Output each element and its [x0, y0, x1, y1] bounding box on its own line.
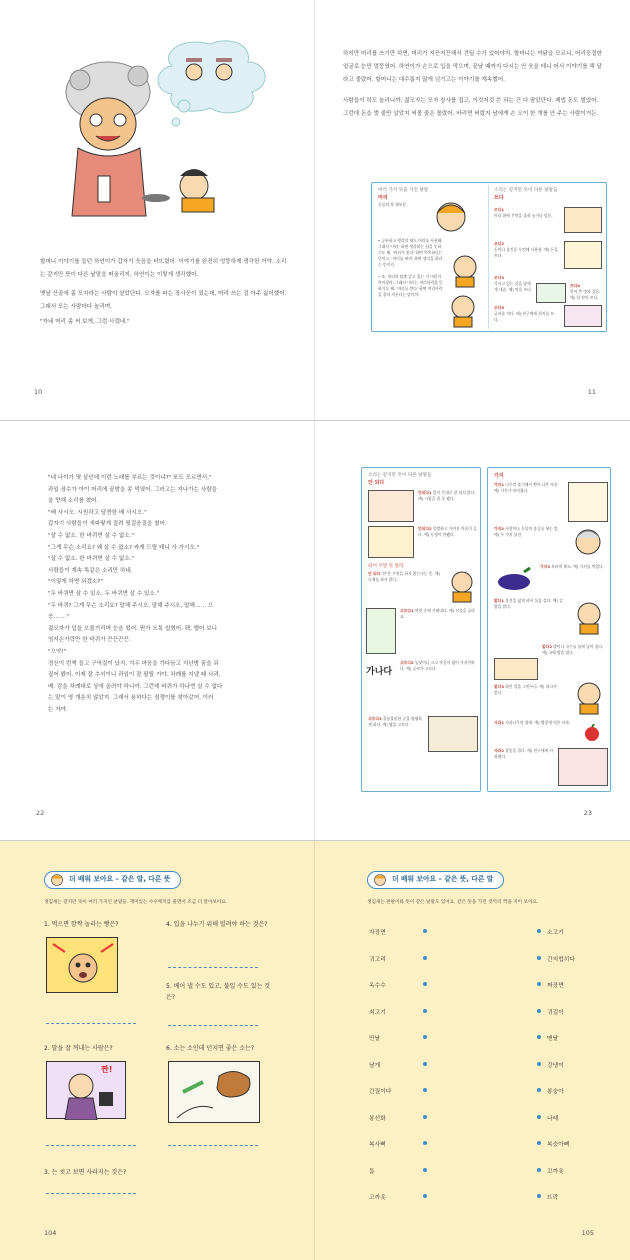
- sseuda-item: [494, 305, 558, 323]
- vocab-box-gaji-malda-sagwa: [487, 467, 611, 792]
- match-word-left: 귀고리: [369, 956, 386, 963]
- quiz-question: 5. 베어 낼 수도 있고, 불일 수도 있는 것은?: [166, 983, 271, 1001]
- match-word-right: 소고기: [547, 930, 564, 936]
- match-word-right: 맨날: [547, 1036, 559, 1042]
- item-text: 울퉁불퉁한 곳을 평평하게 하다. 예) 땅을 고르다.: [368, 716, 422, 727]
- andoeda-illustration-1: [368, 490, 414, 522]
- section-title-badge: [367, 871, 504, 889]
- match-dot-left[interactable]: [423, 982, 427, 986]
- term-title: 가지: [494, 473, 504, 479]
- match-word-left: 툼: [369, 1168, 375, 1175]
- page-11: [315, 0, 630, 420]
- paragraph: "자네 머리 좀 써 보게, 그럼 사겠네.": [40, 319, 130, 325]
- section-lead: 생김새는 같지만 뜻이 여러 가지인 낱말들. 재미있는 수수께끼를 풀면서 조금 더 알아보아요.: [44, 900, 228, 905]
- item: [400, 660, 478, 672]
- match-dot-right[interactable]: [537, 1141, 541, 1145]
- answer-line-1[interactable]: [46, 1023, 136, 1024]
- answer-line-5[interactable]: [168, 1025, 258, 1026]
- item-term: 안 되다: [368, 571, 381, 576]
- item-term: 쓰다3: [494, 275, 504, 280]
- story-line: 갑자기 사람들이 새파랗게 질려 뒷걸음질을 쳤어.: [48, 521, 167, 528]
- quiz-question: 3. 는 씻고 보면 사라지는 것은?: [44, 1169, 127, 1176]
- item-term: 가지2: [494, 526, 504, 531]
- child-head-icon: [572, 678, 606, 716]
- match-word-left: 자장면: [369, 930, 386, 936]
- hat-illustration: [564, 207, 602, 233]
- match-word-right: 나래: [547, 1115, 559, 1122]
- match-dot-right[interactable]: [537, 982, 541, 986]
- match-dot-left[interactable]: [423, 1115, 427, 1119]
- story-line: "이렇게 하면 되겠소?": [48, 579, 103, 586]
- match-dot-right[interactable]: [537, 1088, 541, 1092]
- item-term: 쓰다5: [494, 305, 504, 310]
- money-illustration: [564, 241, 602, 269]
- match-word-left: 쇠고기: [369, 1009, 386, 1016]
- writing-illustration: [564, 305, 602, 327]
- item-text: 사람이나 동물의 종류를 세는 말. 예) 두 가지 물건.: [494, 526, 559, 537]
- story-line: "두 바퀴? 그게 무슨 소리요? 말해 주시오, 말해 주시오, 말해…… 으: [48, 602, 214, 609]
- item-text: 돈이나 물건을 무엇에 사용함. 예) 돈을 쓰다.: [494, 247, 558, 258]
- match-dot-left[interactable]: [423, 956, 427, 960]
- grandma-dream-illustration: [60, 36, 290, 236]
- term-definition: 동물의 목 윗부분: [378, 202, 407, 207]
- section-title: 더 배워 보아요 – 같은 뜻, 다른 말: [392, 875, 494, 883]
- paragraph: 옛날 산골에 좀 모자라는 사람이 살았단다. 모자를 파는 장사꾼이 었는데, 머리 쓰는 걸 아주 싫어했어. 그래서 모는 사람마다 놀리며,: [40, 291, 287, 310]
- item-text: 일이 뜻대로 잘 되지 않다. 예) 시험을 잘 못 봤다.: [418, 490, 476, 501]
- item-term: 쓰다2: [494, 241, 504, 246]
- match-word-left: 남개: [369, 1062, 381, 1069]
- item-term: 고르다3: [368, 716, 382, 721]
- item: [400, 608, 478, 620]
- match-dot-left[interactable]: [423, 1168, 427, 1172]
- story-line: 젊모자가 입을 오물거리며 눈을 떴어. 뭔가 오톡 씹혔어. 꽥, 뱉어 보니: [48, 625, 218, 632]
- match-word-left: 간질이다: [369, 1089, 392, 1095]
- answer-line-3[interactable]: [46, 1193, 136, 1194]
- match-dot-left[interactable]: [423, 1194, 427, 1198]
- match-dot-right[interactable]: [537, 1115, 541, 1119]
- term-title: 쓰다: [494, 195, 504, 201]
- item-text: '안'은 무엇을 하지 않는다는 뜻. 예) 숙제를 하지 않다.: [368, 571, 441, 582]
- page-number: 104: [44, 1229, 57, 1237]
- medicine-illustration: [536, 283, 566, 303]
- item-term: 쓰다1: [494, 207, 504, 212]
- match-word-right: 강냉이: [547, 1062, 564, 1069]
- item-text: 머리 위에 무엇을 올려 놓거나 덮음.: [494, 213, 553, 218]
- story-line: 응…….": [48, 614, 69, 621]
- sseuda-item: [494, 241, 558, 259]
- match-dot-left[interactable]: [423, 1062, 427, 1066]
- vocab-box-andoeda-gareuda: [361, 467, 481, 792]
- page-number: 11: [587, 388, 596, 396]
- page-number: 105: [581, 1229, 594, 1237]
- magician-figure-icon: [47, 1062, 127, 1120]
- story-line: "살 수 없소. 한 바퀴면 살 수 없소.": [48, 556, 134, 563]
- item-text: 글씨를 적다. 예) 친구에게 편지를 쓰다.: [494, 311, 555, 322]
- term-title: 머리: [378, 195, 388, 201]
- story-text: [48, 473, 296, 716]
- item-text: 보라색 채소. 예) 가지를 먹었다.: [551, 564, 604, 569]
- item: [494, 720, 574, 726]
- paragraph: 할머니 이야기를 들던 하연이가 갑자기 웃음을 터뜨렸어. 이야기를 완전히 엉뚱하게 생각한 거야. 소리는 같지만 뜻이 다른 낱말을 떠올리지, 하연이는 이렇게 생각했어.: [40, 259, 287, 278]
- story-line: 는 거야.: [48, 706, 68, 713]
- match-word-left: 옥수수: [369, 983, 386, 989]
- road-roller-illustration: [428, 716, 478, 752]
- item-text: 높낮이나 크고 작음이 없이 가지런하다. 예) 글씨가 고르다.: [400, 660, 475, 671]
- match-dot-right[interactable]: [537, 1035, 541, 1039]
- item: [494, 526, 564, 538]
- item-text: 밥이나 국수를 물에 넣어 풀다. 예) 국에 밥을 말다.: [542, 644, 604, 655]
- item: [368, 571, 444, 583]
- andoeda-illustration-2: [368, 526, 414, 558]
- story-line: "그게 무슨 소리요? 왜 살 수 없소? 싸게 드릴 테니 사 가시오.": [48, 544, 200, 551]
- match-dot-left[interactable]: [423, 1035, 427, 1039]
- story-line: 엄지손가락만 한 바퀴가 끈끈끈끈.: [48, 637, 131, 644]
- page-number: 23: [583, 809, 592, 817]
- page-10: [0, 0, 315, 420]
- apology-illustration: [558, 748, 608, 786]
- item-term: 말다3: [494, 684, 504, 689]
- bowl-illustration: [494, 658, 538, 680]
- section-title-badge: [44, 871, 181, 889]
- match-dot-right[interactable]: [537, 956, 541, 960]
- story-line: 을 향해 소리를 쳤어.: [48, 498, 99, 505]
- story-line: 짚어 봤어. 이제 잘 추석이니 과일이 잘 팔릴 거야. 차례를 지낼 때 사과,: [48, 672, 221, 679]
- box-header: 여러 가지 뜻을 가진 낱말: [378, 188, 429, 193]
- section-lead: 생김새는 판판이와 뜻이 같은 낱말도 있어요. 같은 뜻을 가진 것끼리 짝을 지어 보아요.: [367, 900, 539, 905]
- item: [494, 748, 556, 760]
- match-dot-right[interactable]: [537, 929, 541, 933]
- vocab-box-meori-sseuda: [371, 182, 607, 332]
- match-word-right: 꼬까옷: [547, 1168, 564, 1175]
- paragraph: 사람들이 하도 놀리니까, 젊모자는 모자 장사를 접고, 이것저것 쓴 되는 건 다 팔았단다. 제법 돈도 벌었어. 그런데 돈을 벌 줄만 알았지 써볼 줄은 몰랐어. 바리면 버렸지 남에게 손 오이 한 개를 안 주는 사람이거든.: [343, 98, 599, 117]
- box-subheader: 띄어 쓰면 뜻 달라: [368, 564, 404, 569]
- quiz-question: 6. 소는 소인데 던지면 좋은 소는?: [166, 1045, 254, 1052]
- match-dot-right[interactable]: [537, 1062, 541, 1066]
- term-title: 안 되다: [368, 480, 385, 486]
- spread-pages-104-105: [0, 840, 630, 1260]
- tree-branch-illustration: [568, 482, 608, 522]
- ganada-sample: 가나다: [366, 667, 393, 677]
- thrown-cow-illustration: [168, 1061, 260, 1123]
- match-word-right: 봉숭아: [547, 1089, 564, 1095]
- match-dot-left[interactable]: [423, 1088, 427, 1092]
- match-dot-left[interactable]: [423, 1141, 427, 1145]
- child-head-icon: [446, 291, 480, 329]
- quiz-question: 1. 먹으면 깜짝 놀라는 빵은?: [44, 921, 119, 928]
- page-22: [0, 421, 315, 840]
- item: [494, 482, 564, 494]
- page-105: [315, 841, 630, 1260]
- apple-icon: [582, 724, 602, 742]
- term-note: • 또, 머리의 탈출 같고 있는 거 머리카락이잖아. 그래서 머리는 머리카락을 뜻하기도 해. '머리를 깎다' 하면 머리카락을 잘라 자른다는 말이야.: [378, 274, 443, 297]
- term-note: • 공부하고 생각할 때도 머리를 사용해. 그래서 '머리' 하면 생각하는 힘을 뜻하기도 해. '머리가 좋다' 하면 똑똑하다는 뜻이고, '머리를 써라' 하면 생각을 하라는 뜻이지.: [378, 238, 443, 267]
- answer-line-6[interactable]: [168, 1145, 258, 1146]
- item-term: 쓰다4: [570, 283, 580, 288]
- story-line: "배 사시오. 시원하고 달콤한 배 사시오.": [48, 509, 147, 516]
- item-term: 말다1: [494, 598, 504, 603]
- section-title: 더 배워 보아요 – 같은 말, 다른 뜻: [69, 875, 171, 883]
- spread-pages-10-11: [0, 0, 630, 420]
- item: [418, 490, 478, 502]
- story-line: "네 나이가 몇 살인데 이런 노래를 부르는 것이냐?" 또도 모르면서,": [48, 475, 212, 481]
- match-word-right: 뜨락: [547, 1195, 559, 1201]
- page-number: 22: [36, 809, 45, 817]
- match-dot-left[interactable]: [423, 929, 427, 933]
- page-number: 10: [34, 388, 43, 396]
- item: [540, 564, 606, 570]
- quiz-question: 2. 말을 잘 꺼내는 사람은?: [44, 1045, 113, 1052]
- match-word-left: 복사뼈: [369, 1142, 386, 1148]
- match-word-right: 간지럽히다: [547, 956, 575, 963]
- item: [418, 526, 478, 538]
- eggplant-icon: [494, 564, 534, 594]
- page-104: [0, 841, 315, 1260]
- item: [368, 716, 424, 728]
- story-line: "살 수 없소. 한 바퀴면 살 수 없소.": [48, 532, 134, 539]
- pow-text: 짠!: [101, 1065, 113, 1074]
- item-term: 가지1: [494, 482, 504, 487]
- story-line: 는 말이 영 개운치 않았지. 그래서 용하다는 점쟁이를 찾아갔어. 이러: [48, 695, 214, 702]
- item-term: 가지3: [540, 564, 550, 569]
- paragraph: 하지만 머리를 쓰기만 하면, 머리가 지끈지끈해서 견딜 수가 있어야지. 할머니는 까닭을 모르니, 어리둥절한 얼굴로 눈만 멀뚱였어. 하연이가 손으로 입을 막으며, 끝날 때까지 다시는 안 웃을 테니 어서 이야기를 해 달라고 졸랐어. 할머니는 대수롭지 않게 넘기고는 이야기를 계속했어.: [343, 51, 603, 83]
- child-head-icon: [572, 598, 606, 636]
- story-line: "으악!": [48, 648, 67, 655]
- item-text: 물건을 넓게 펴서 돌돌 감다. 예) 김밥을 말다.: [494, 598, 563, 609]
- match-dot-left[interactable]: [423, 1009, 427, 1013]
- match-word-left: 만날: [369, 1036, 381, 1042]
- story-text-left: [40, 256, 288, 331]
- item: [542, 644, 608, 656]
- spread-pages-22-23: [0, 420, 630, 840]
- item-text: 잘못을 빌다. 예) 친구에게 사과했다.: [494, 748, 554, 759]
- item: [494, 684, 558, 696]
- item-text: 하던 일을 그만두다. 예) 하다가 말다.: [494, 684, 557, 695]
- item-text: 여럿 중에 가려내다. 예) 선물을 골라요.: [400, 608, 475, 619]
- child-head-icon: [446, 568, 478, 604]
- match-word-right: 복숭아뼈: [547, 1142, 570, 1148]
- item-term: 사과2: [494, 748, 504, 753]
- item-text: 사과나무의 열매. 예) 빨갛게 익은 사과.: [505, 720, 571, 725]
- story-text-right: [343, 48, 603, 123]
- story-line: 사람들이 계속 똑같은 소리만 하네.: [48, 567, 133, 574]
- item-text: 가지고 있는 것을 남에게 내줌. 예) 약을 쓰다.: [494, 281, 533, 292]
- page-23: [315, 421, 630, 840]
- item-text: 맛이 쓴 맛과 같음. 예) 한 약이 쓰다.: [570, 289, 601, 300]
- sseuda-item: [494, 275, 534, 293]
- box-header: 소리는 같지만 뜻이 다른 낱말들: [494, 188, 558, 193]
- surprised-face-icon: [47, 938, 119, 994]
- answer-line-2[interactable]: [46, 1145, 136, 1146]
- child-face-icon: [372, 873, 388, 886]
- fruit-pile-illustration: [366, 608, 396, 654]
- item-text: 나무의 줄기에서 뻗어 나온 부분. 예) 가지가 부러졌다.: [494, 482, 559, 493]
- item-term: 안되다1: [418, 490, 432, 495]
- child-head-icon: [448, 249, 482, 289]
- match-dot-right[interactable]: [537, 1194, 541, 1198]
- magician-illustration: [46, 1061, 126, 1119]
- match-word-right: 귀걸이: [547, 1009, 564, 1016]
- item-term: 고르다2: [400, 660, 414, 665]
- match-dot-right[interactable]: [537, 1009, 541, 1013]
- grandma-icon: [570, 526, 606, 560]
- item-text: 불쌍하고 가여운 마음이 들다. 예) 동생이 안됐다.: [418, 526, 477, 537]
- item-term: 말다2: [542, 644, 552, 649]
- sseuda-item: [494, 207, 558, 219]
- child-face-icon: [49, 873, 65, 886]
- match-word-left: 봉선화: [369, 1115, 386, 1122]
- item-term: 고르다1: [400, 608, 414, 613]
- item-term: 사과1: [494, 720, 504, 725]
- story-line: 과일 장수가 아이 머리에 꿀밤을 콩 먹였어. 그러고는 지나가는 사람들: [48, 486, 218, 493]
- match-dot-right[interactable]: [537, 1168, 541, 1172]
- match-word-right: 짜장면: [547, 983, 564, 989]
- sseuda-item: [570, 283, 606, 301]
- box-header: 소리는 같지만 뜻이 다른 낱말들: [368, 473, 432, 478]
- bread-surprise-illustration: [46, 937, 118, 993]
- item: [494, 598, 564, 610]
- child-head-icon: [426, 195, 476, 235]
- quiz-question: 4. 입을 나누기 위해 빌려야 하는 것은?: [166, 921, 268, 928]
- item-term: 안되다2: [418, 526, 432, 531]
- story-line: 정신이 번쩍 들고 구역질이 났지. 겨우 마음을 가다듬고 지난밤 꿈을 되: [48, 660, 219, 667]
- match-word-left: 고까옷: [369, 1195, 386, 1201]
- answer-line-4[interactable]: [168, 967, 258, 968]
- story-line: 배, 감을 차례대로 상에 올려야 하니까. 그런데 바퀴가 하나면 살 수 없다: [48, 683, 223, 690]
- cow-throw-icon: [169, 1062, 261, 1124]
- story-line: "두 바퀴면 살 수 있소. 두 바퀴면 살 수 있소.": [48, 590, 160, 597]
